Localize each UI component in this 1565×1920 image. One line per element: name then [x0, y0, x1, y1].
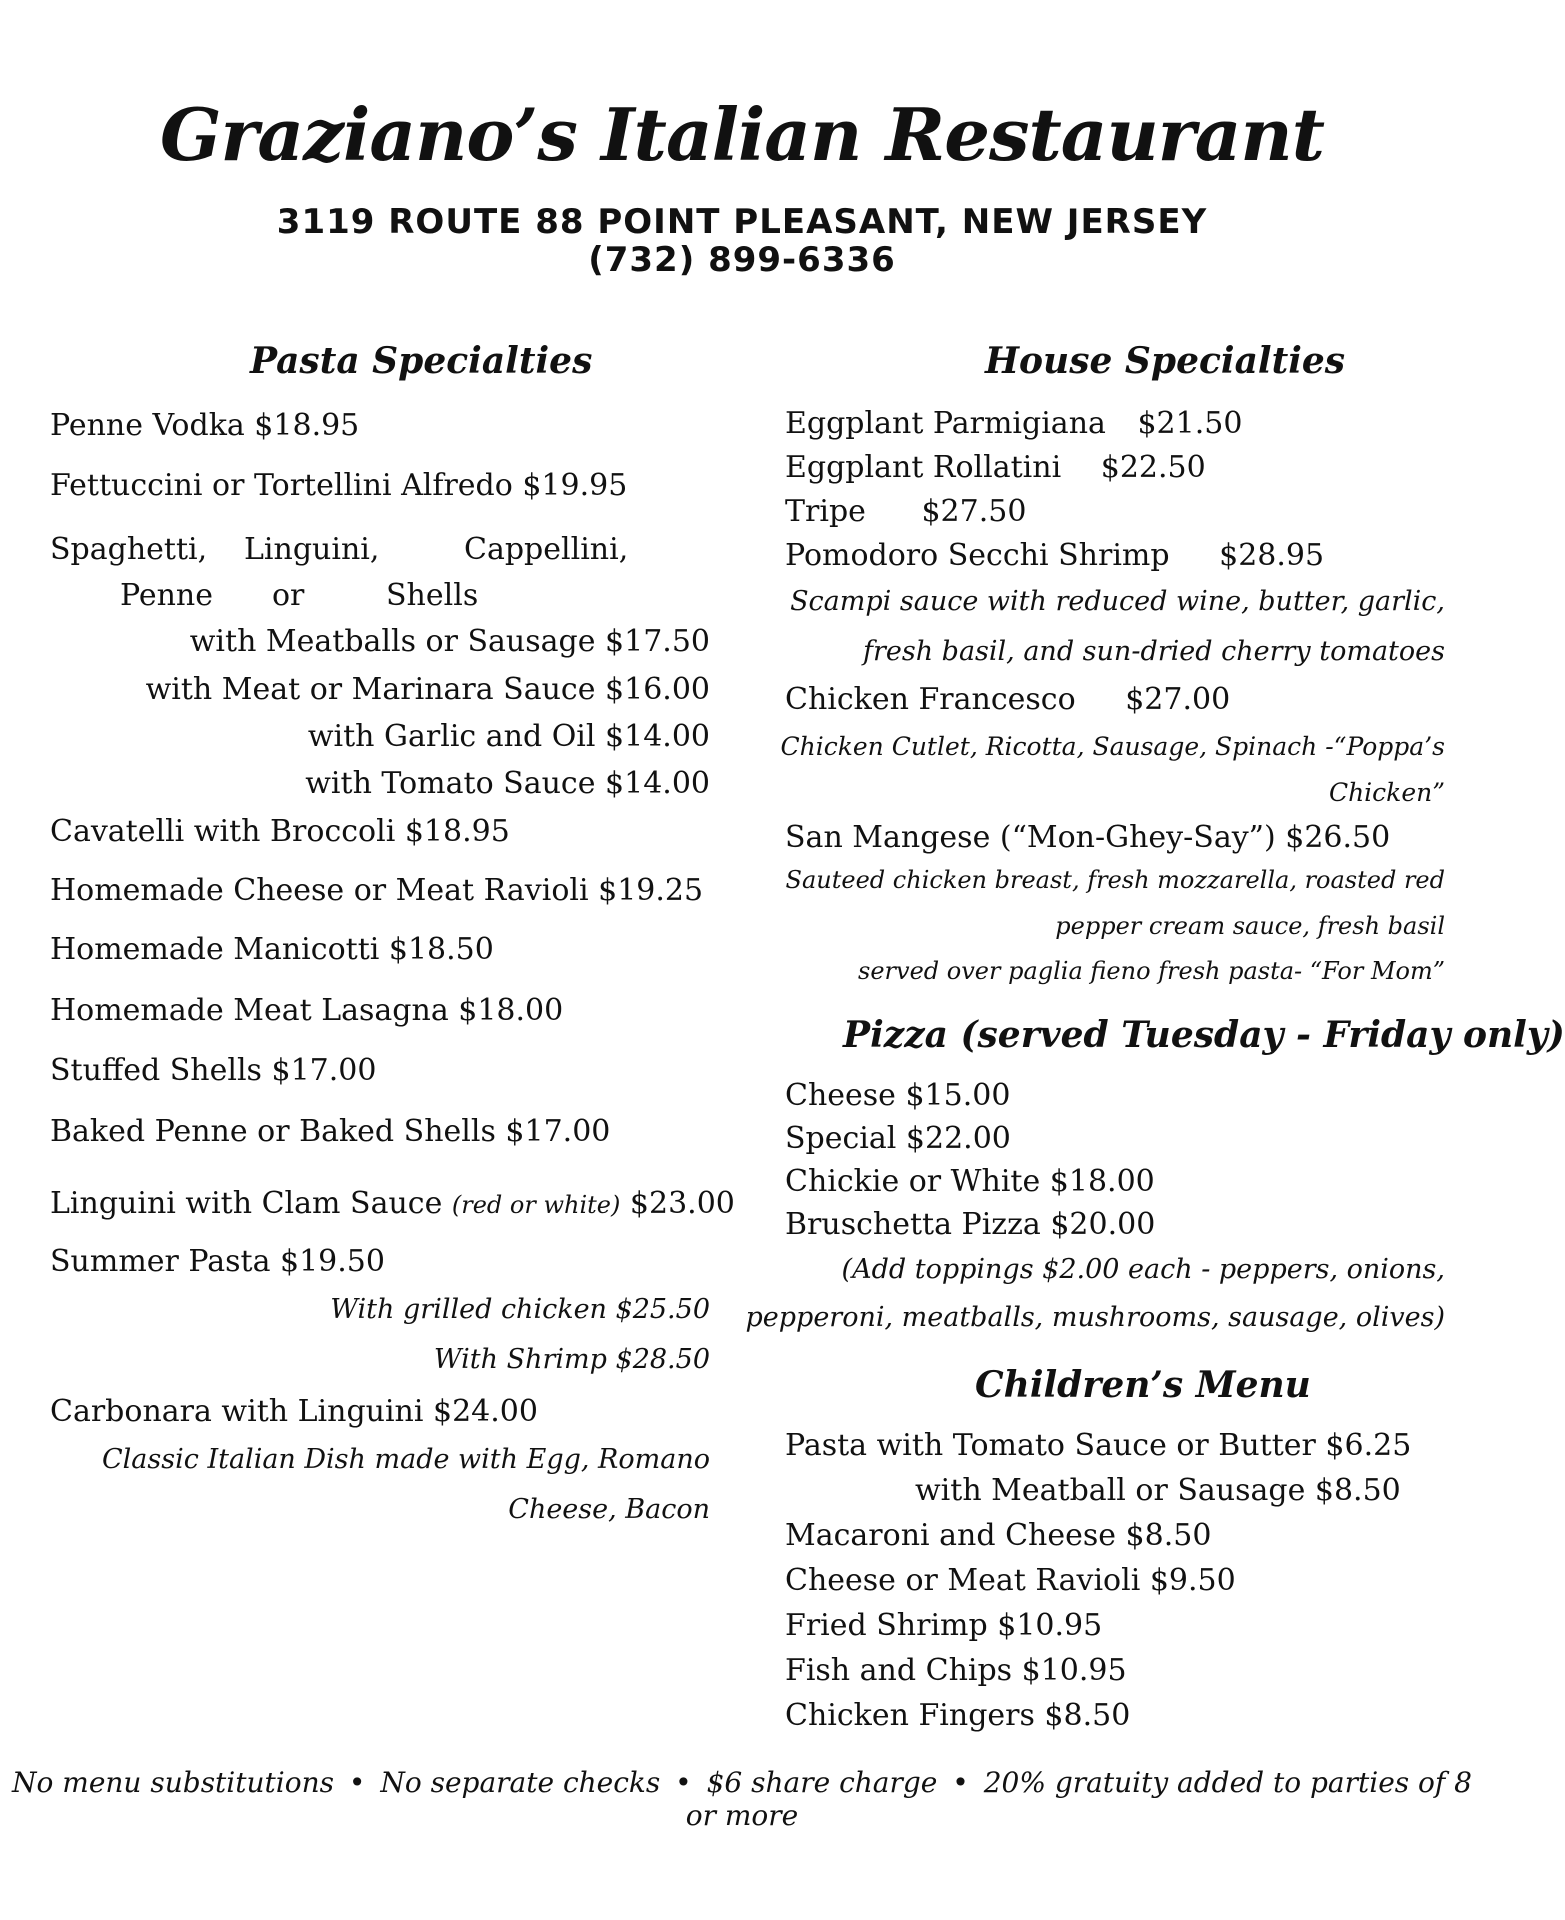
children-item-fish-chips: Fish and Chips $10.95	[785, 1653, 1127, 1688]
children-item-mac-cheese: Macaroni and Cheese $8.50	[785, 1518, 1212, 1553]
footer-notes	[0, 1766, 1484, 1832]
pomodoro-shrimp-price: $28.95	[1219, 538, 1325, 573]
menu-item-ravioli: Homemade Cheese or Meat Ravioli $19.25	[50, 873, 704, 908]
menu-item-summer-pasta: Summer Pasta $19.50	[50, 1244, 385, 1279]
pomodoro-description-line1: Scampi sauce with reduced wine, butter, garlic,	[790, 586, 1445, 617]
menu-item-carbonara: Carbonara with Linguini $24.00	[50, 1394, 538, 1429]
menu-item-eggplant-parmigiana	[785, 406, 1242, 441]
pizza-item-chickie: Chickie or White $18.00	[785, 1164, 1155, 1199]
pasta-type-cappellini: Cappellini,	[464, 532, 629, 567]
eggplant-rollatini-name: Eggplant Rollatini	[785, 450, 1062, 485]
children-heading: Children’s Menu	[975, 1364, 1311, 1406]
menu-item-tripe	[785, 494, 1026, 529]
footer-note-substitutions: No menu substitutions	[12, 1766, 335, 1799]
chicken-francesco-name: Chicken Francesco	[785, 682, 1076, 717]
restaurant-name: Graziano’s Italian Restaurant	[160, 92, 1324, 177]
menu-item-san-mangese: San Mangese (“Mon-Ghey-Say”) $26.50	[785, 820, 1391, 855]
menu-item-clam-sauce	[50, 1186, 735, 1221]
pomodoro-shrimp-name: Pomodoro Secchi Shrimp	[785, 538, 1170, 573]
children-item-fried-shrimp: Fried Shrimp $10.95	[785, 1608, 1103, 1643]
francesco-description-line2: Chicken”	[1328, 778, 1445, 807]
mangese-description-line2: pepper cream sauce, fresh basil	[1055, 912, 1445, 940]
menu-item-lasagna: Homemade Meat Lasagna $18.00	[50, 993, 564, 1028]
footer-note-checks: No separate checks	[380, 1766, 661, 1799]
clam-sauce-name: Linguini with Clam Sauce	[50, 1186, 443, 1221]
pizza-toppings-line1: (Add toppings $2.00 each - peppers, onions,	[841, 1254, 1445, 1285]
pomodoro-description-line2: fresh basil, and sun-dried cherry tomatoes	[862, 636, 1445, 667]
clam-sauce-note: (red or white)	[451, 1191, 621, 1219]
pasta-option-meatballs: with Meatballs or Sausage $17.50	[189, 624, 710, 659]
eggplant-parmigiana-price: $21.50	[1137, 406, 1243, 441]
summer-pasta-chicken: With grilled chicken $25.50	[330, 1294, 710, 1325]
pasta-type-linguini: Linguini,	[244, 532, 380, 567]
menu-item-stuffed-shells: Stuffed Shells $17.00	[50, 1053, 377, 1088]
mangese-description-line3: served over paglia fieno fresh pasta- “For Mom”	[858, 957, 1445, 985]
pasta-type-spaghetti: Spaghetti,	[50, 532, 208, 567]
footer-note-gratuity: 20% gratuity added to parties of 8 or more	[685, 1766, 1472, 1832]
children-item-chicken-fingers: Chicken Fingers $8.50	[785, 1698, 1131, 1733]
clam-sauce-price: $23.00	[629, 1186, 735, 1221]
pasta-option-garlic-oil: with Garlic and Oil $14.00	[307, 719, 710, 754]
pizza-item-cheese: Cheese $15.00	[785, 1078, 1011, 1113]
tripe-name: Tripe	[785, 494, 866, 529]
carbonara-description-line1: Classic Italian Dish made with Egg, Romano	[102, 1444, 710, 1475]
menu-item-manicotti: Homemade Manicotti $18.50	[50, 932, 494, 967]
pasta-type-or: or	[272, 578, 305, 613]
footer-bullet: •	[675, 1766, 692, 1799]
carbonara-description-line2: Cheese, Bacon	[508, 1494, 710, 1525]
pizza-toppings-line2: pepperoni, meatballs, mushrooms, sausage, olives)	[745, 1302, 1445, 1333]
pasta-type-shells: Shells	[386, 578, 479, 613]
francesco-description-line1: Chicken Cutlet, Ricotta, Sausage, Spinach -“Poppa’s	[780, 732, 1445, 761]
eggplant-rollatini-price: $22.50	[1100, 450, 1206, 485]
chicken-francesco-price: $27.00	[1125, 682, 1231, 717]
pasta-type-penne: Penne	[120, 578, 213, 613]
eggplant-parmigiana-name: Eggplant Parmigiana	[785, 406, 1106, 441]
menu-item-baked-penne: Baked Penne or Baked Shells $17.00	[50, 1114, 611, 1149]
children-item-ravioli: Cheese or Meat Ravioli $9.50	[785, 1563, 1236, 1598]
menu-item-chicken-francesco	[785, 682, 1230, 717]
pizza-item-special: Special $22.00	[785, 1121, 1011, 1156]
menu-item-cavatelli: Cavatelli with Broccoli $18.95	[50, 814, 510, 849]
house-heading: House Specialties	[985, 340, 1346, 382]
tripe-price: $27.50	[921, 494, 1027, 529]
pizza-item-bruschetta: Bruschetta Pizza $20.00	[785, 1207, 1156, 1242]
children-item-pasta: Pasta with Tomato Sauce or Butter $6.25	[785, 1428, 1412, 1463]
pasta-heading: Pasta Specialties	[250, 340, 593, 382]
footer-bullet: •	[952, 1766, 969, 1799]
menu-item-alfredo: Fettuccini or Tortellini Alfredo $19.95	[50, 468, 628, 503]
restaurant-phone: (732) 899-6336	[588, 240, 896, 280]
menu-item-pomodoro-shrimp	[785, 538, 1324, 573]
mangese-description-line1: Sauteed chicken breast, fresh mozzarella, roasted red	[785, 866, 1445, 894]
children-item-pasta-option: with Meatball or Sausage $8.50	[915, 1473, 1401, 1508]
menu-item-eggplant-rollatini	[785, 450, 1206, 485]
menu-item-penne-vodka: Penne Vodka $18.95	[50, 408, 360, 443]
restaurant-address: 3119 ROUTE 88 POINT PLEASANT, NEW JERSEY	[276, 202, 1208, 242]
pasta-option-tomato: with Tomato Sauce $14.00	[305, 766, 710, 801]
summer-pasta-shrimp: With Shrimp $28.50	[433, 1344, 710, 1375]
footer-note-share-charge: $6 share charge	[706, 1766, 938, 1799]
pasta-option-meat-marinara: with Meat or Marinara Sauce $16.00	[145, 672, 710, 707]
pizza-heading: Pizza (served Tuesday - Friday only)	[843, 1014, 1565, 1056]
footer-bullet: •	[348, 1766, 366, 1799]
